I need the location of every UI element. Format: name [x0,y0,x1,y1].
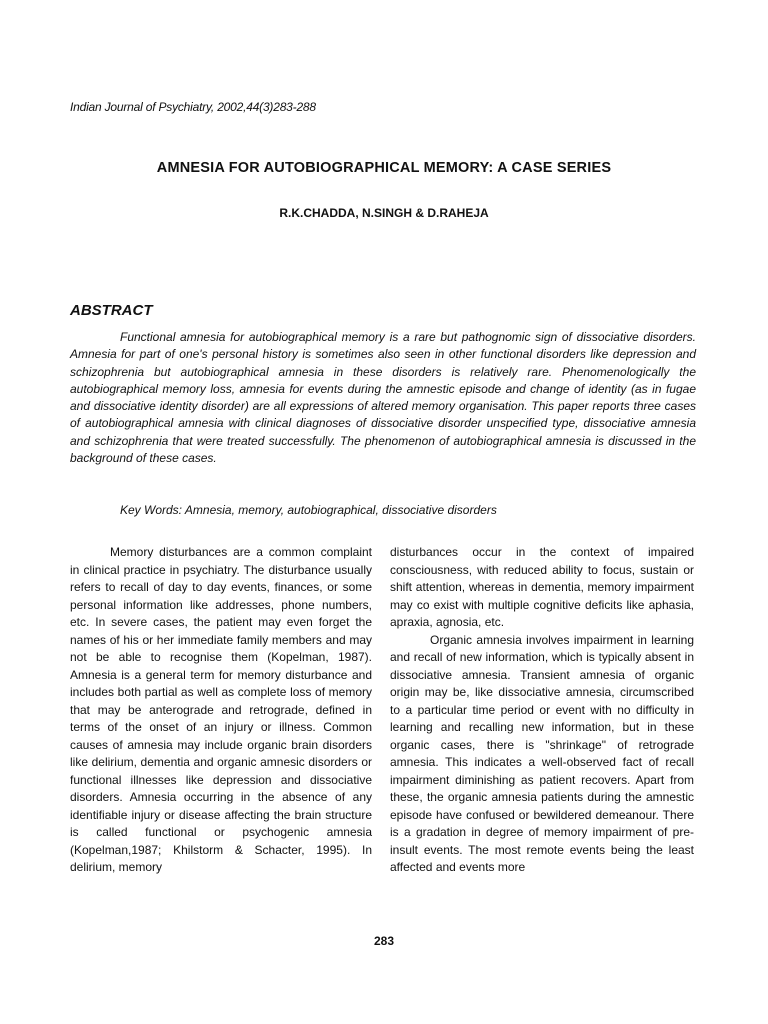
abstract-paragraph: Functional amnesia for autobiographical memory is a rare but pathognomic sign of dissociative disorders. Amnesia for part of one's personal history is sometimes also seen in other functional disorders like depression and schizophrenia but autobiographical amnesia in these disorders is relatively rare. Phenomenologically the autobiographical memory loss, amnesia for events during the amnestic episode and change of identity (as in fugae and dissociative identity disorder) are all expressions of altered memory organisation. This paper reports three cases of autobiographical amnesia with clinical diagnoses of dissociative disorder unspecified type, dissociative amnesia and schizophrenia that were treated successfully. The phenomenon of autobiographical amnesia is discussed in the background of these cases. [70,330,696,466]
article-title: AMNESIA FOR AUTOBIOGRAPHICAL MEMORY: A CASE SERIES [156,160,612,176]
body-paragraph: Memory disturbances are a common complaint in clinical practice in psychiatry. The disturbance usually refers to recall of day to day events, finances, or some personal information like addresses, phone numbers, etc. In severe cases, the patient may even forget the names of his or her immediate family members and may not be able to recognise them (Kopelman, 1987). Amnesia is a general term for memory disturbance and includes both partial as well as complete loss of memory that may be anterograde and retrograde, defined in terms of the onset of an injury or illness. Common causes of amnesia may include organic brain disorders like delirium, dementia and organic amnesic disorders or functional illnesses like depression and dissociative disorders. Amnesia occurring in the absence of any identifiable injury or disease affecting the brain structure is called functional or psychogenic amnesia (Kopelman,1987; Khilstorm & Schacter, 1995). In delirium, memory [70,545,372,874]
body-paragraph: Organic amnesia involves impairment in learning and recall of new information, which is typically absent in dissociative amnesia. Transient amnesia of organic origin may be, like dissociative amnesia, circumscribed to a particular time period or event with no difficulty in learning and recalling new information, but in these organic cases, there is "shrinkage" of retrograde amnesia. This indicates a well-observed fact of recall impairment diminishing as patient recovers. Apart from these, the organic amnesia patients during the amnestic episode have confused or bewildered demeanour. There is a gradation in degree of memory impairment of pre-insult events. The most remote events being the least affected and events more [390,632,694,874]
body-column-right [390,544,694,877]
abstract-heading: ABSTRACT [70,302,153,319]
keywords: Key Words: Amnesia, memory, autobiographical, dissociative disorders [120,503,497,517]
abstract-text [70,329,696,467]
page-number: 283 [373,934,395,948]
journal-citation: Indian Journal of Psychiatry, 2002,44(3)283-288 [70,100,316,114]
body-column-left [70,544,372,877]
body-paragraph: disturbances occur in the context of impaired consciousness, with reduced ability to focus, sustain or shift attention, whereas in dementia, memory impairment may co exist with multiple cognitive deficits like aphasia, apraxia, agnosia, etc. [390,545,694,629]
article-authors: R.K.CHADDA, N.SINGH & D.RAHEJA [279,206,489,220]
